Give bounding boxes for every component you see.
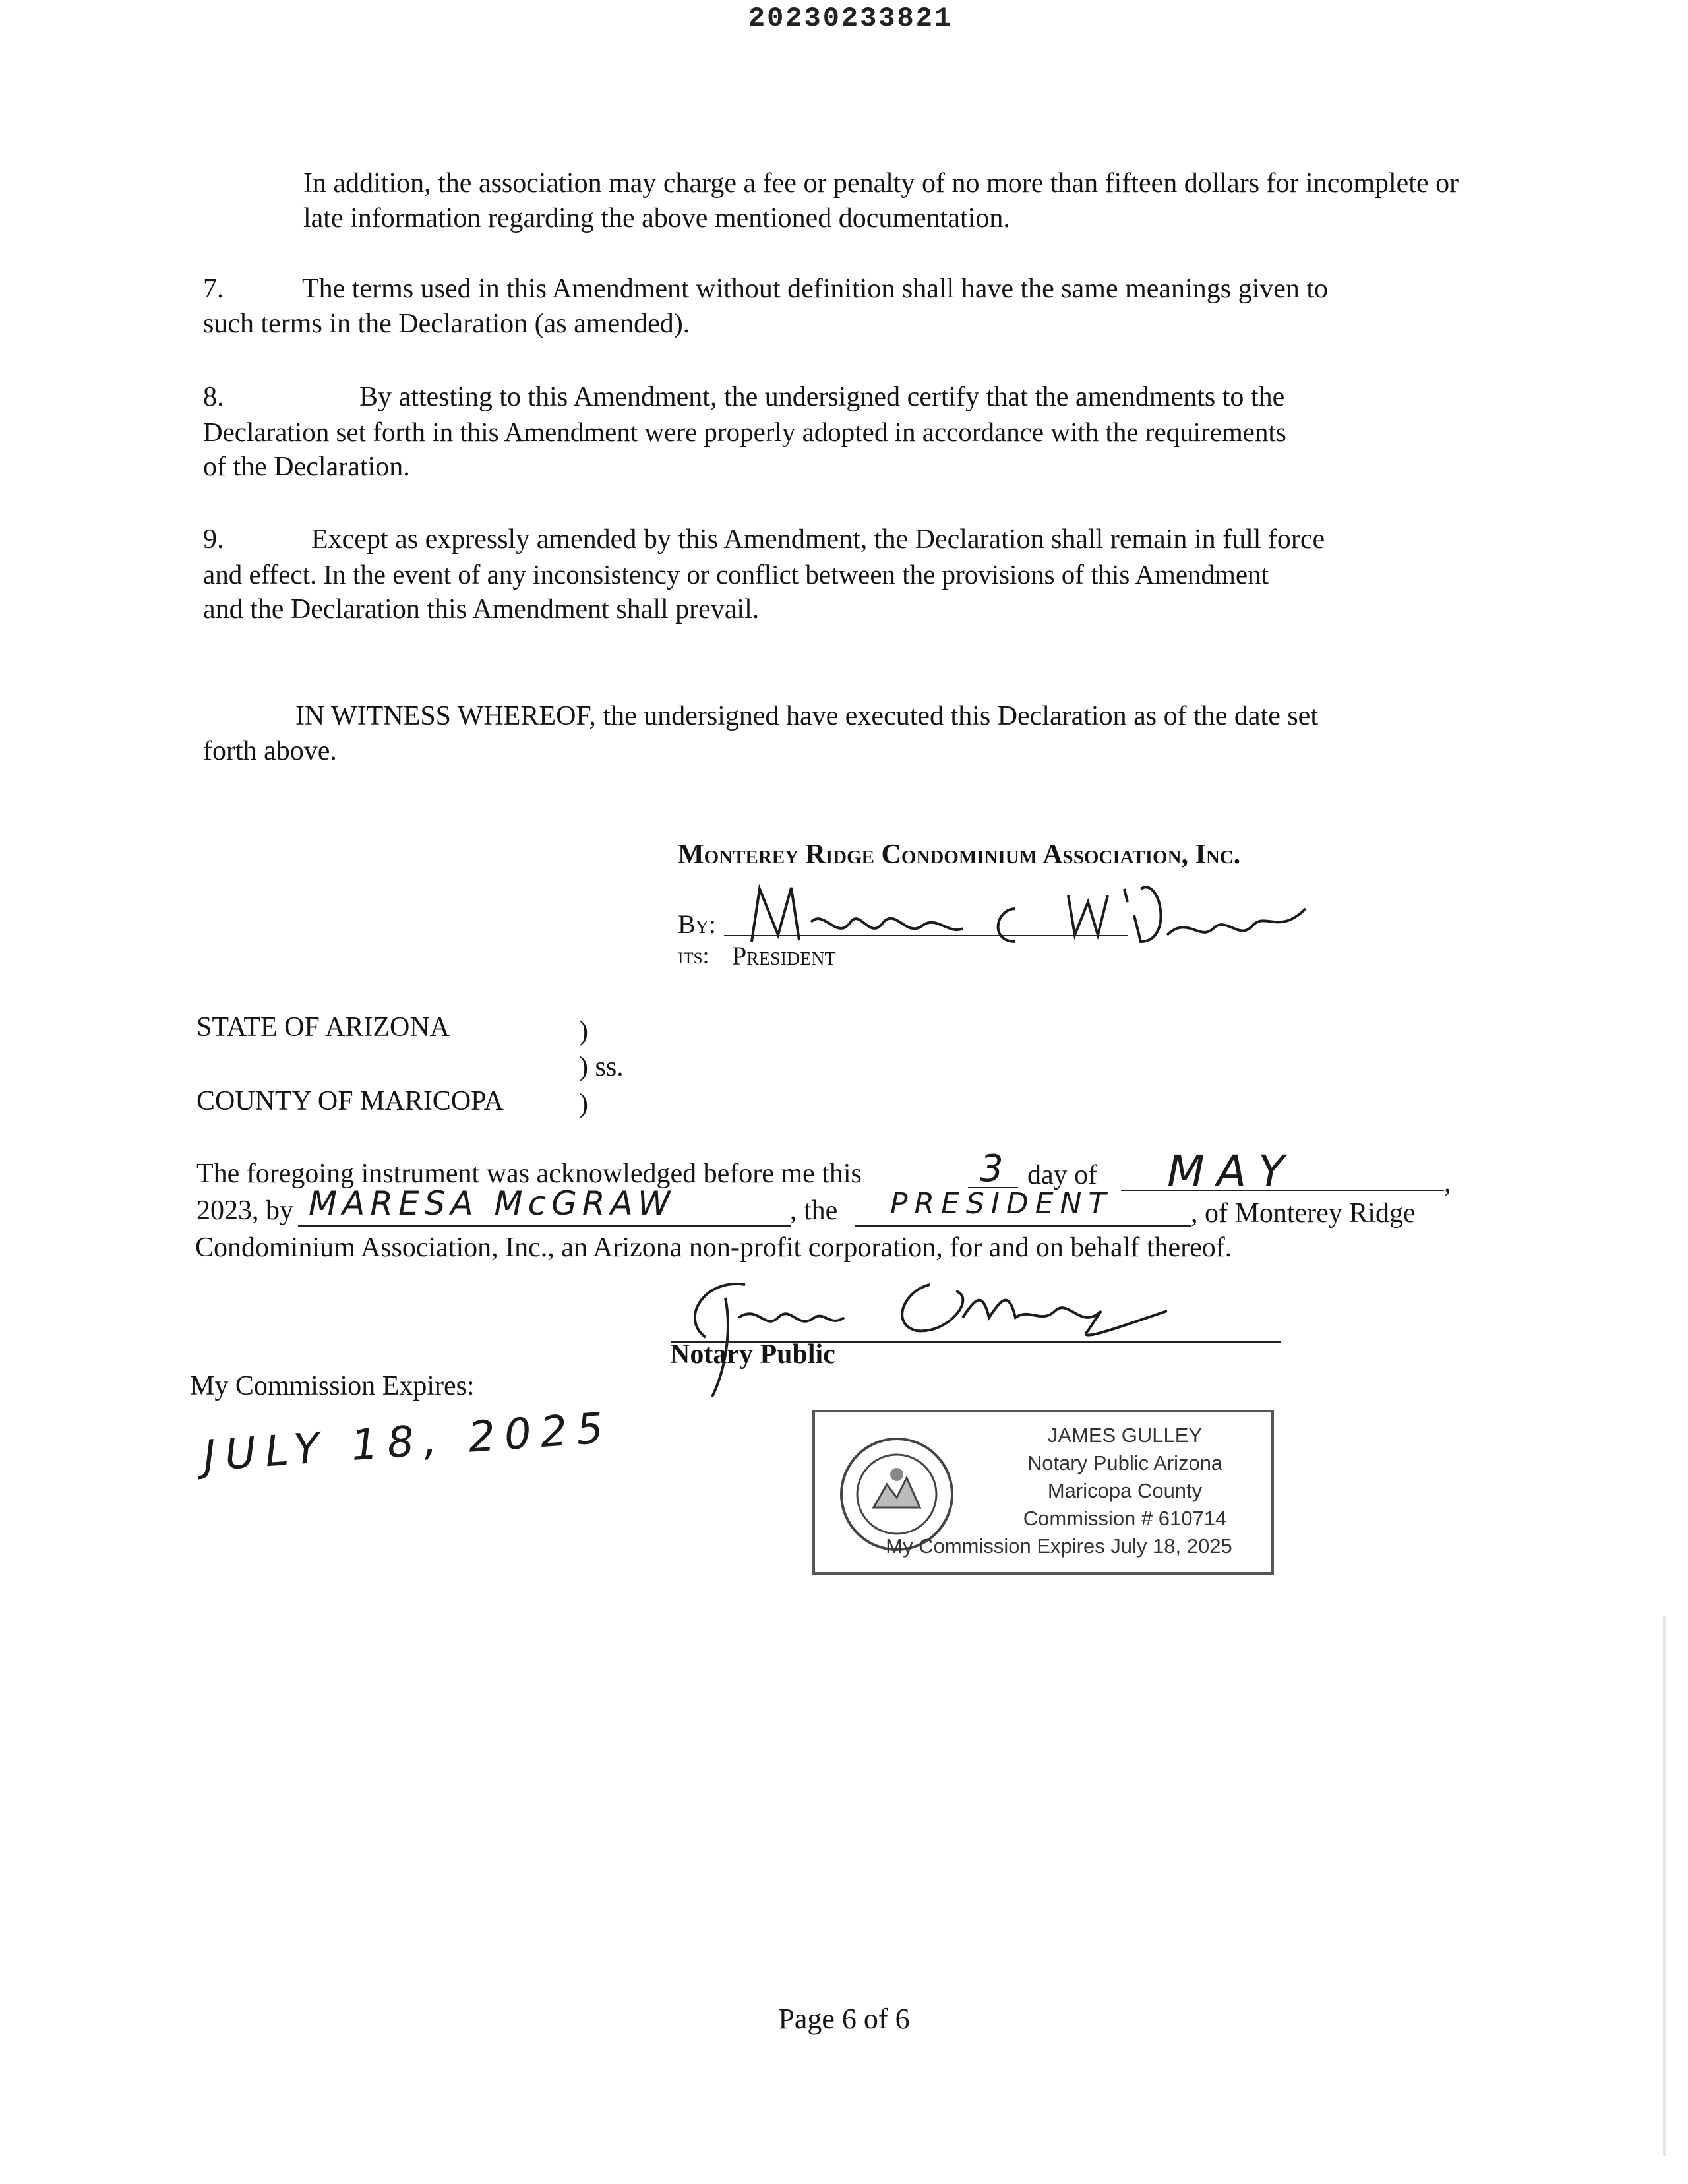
stamp-line-4: Commission # 610714 — [1023, 1507, 1227, 1530]
scan-edge — [1663, 1616, 1666, 2156]
paragraph-9-number: 9. — [203, 524, 224, 555]
paragraph-9-line-3: and the Declaration this Amendment shall prevail. — [203, 594, 760, 624]
ack-title-line — [855, 1225, 1191, 1227]
ack-day: 3 — [980, 1147, 1008, 1190]
ack-line-3: Condominium Association, Inc., an Arizona non-profit corporation, for and on behalf thereof. — [195, 1232, 1232, 1263]
paragraph-7-line-1: The terms used in this Amendment without definition shall have the same meanings given to — [302, 274, 1329, 304]
stamp-name: JAMES GULLEY — [1047, 1424, 1203, 1447]
ack-line-2-a: 2023, by — [196, 1196, 293, 1226]
paragraph-9-line-1: Except as expressly amended by this Amendment, the Declaration shall remain in full force — [311, 524, 1325, 555]
witness-line-1: IN WITNESS WHEREOF, the undersigned have executed this Declaration as of the date set — [295, 701, 1318, 731]
its-label: its: — [678, 942, 709, 969]
paragraph-8-number: 8. — [203, 382, 224, 412]
venue-ss: ) ss. — [579, 1052, 624, 1082]
notary-signature — [666, 1271, 1233, 1397]
its-value: President — [732, 941, 836, 971]
association-name: Monterey Ridge Condominium Association, Inc. — [678, 839, 1241, 870]
venue-county: COUNTY OF MARICOPA — [196, 1086, 504, 1116]
paragraph-8-line-3: of the Declaration. — [203, 452, 410, 482]
paragraph-9-line-2: and effect. In the event of any inconsistency or conflict between the provisions of this Amendment — [203, 559, 1269, 590]
ack-line-2-c: , of Monterey Ridge — [1191, 1198, 1416, 1228]
ack-line-2-b: , the — [790, 1196, 838, 1226]
ack-line-1-b: day of — [1027, 1160, 1098, 1190]
notary-stamp — [812, 1410, 1274, 1575]
paragraph-addition: In addition, the association may charge a fee or penalty of no more than fifteen dollars for incomplete or late information regarding the above mentioned documentation. — [303, 168, 1459, 233]
witness-line-2: forth above. — [203, 736, 337, 766]
paragraph-7-line-2: such terms in the Declaration (as amended). — [203, 309, 690, 339]
ack-month: MAY — [1167, 1146, 1297, 1197]
commission-label: My Commission Expires: — [190, 1371, 475, 1401]
venue-state: STATE OF ARIZONA — [196, 1012, 450, 1043]
page-number: Page 6 of 6 — [778, 2003, 910, 2035]
ack-line-1-a: The foregoing instrument was acknowledged before me this — [196, 1159, 862, 1189]
commission-date-handwritten: JULY 18, 2025 — [202, 1403, 615, 1481]
notary-label: Notary Public — [670, 1339, 835, 1370]
paragraph-8-line-2: Declaration set forth in this Amendment were properly adopted in accordance with the requirements — [203, 417, 1286, 447]
by-label: By: — [678, 909, 717, 939]
stamp-line-3: Maricopa County — [1047, 1479, 1203, 1502]
ack-title: PRESIDENT — [890, 1187, 1113, 1221]
venue-paren-1: ) — [579, 1016, 588, 1046]
ack-name-line — [298, 1225, 791, 1227]
paragraph-7-number: 7. — [203, 274, 224, 304]
ack-name: MARESA McGRAW — [309, 1184, 676, 1223]
ack-line-1-c: , — [1444, 1168, 1451, 1198]
venue-paren-3: ) — [579, 1089, 588, 1119]
paragraph-8-line-1: By attesting to this Amendment, the undersigned certify that the amendments to the — [359, 382, 1285, 412]
stamp-line-5: My Commission Expires July 18, 2025 — [886, 1534, 1232, 1558]
stamp-line-2: Notary Public Arizona — [1027, 1451, 1223, 1474]
document-number: 20230233821 — [748, 3, 953, 34]
